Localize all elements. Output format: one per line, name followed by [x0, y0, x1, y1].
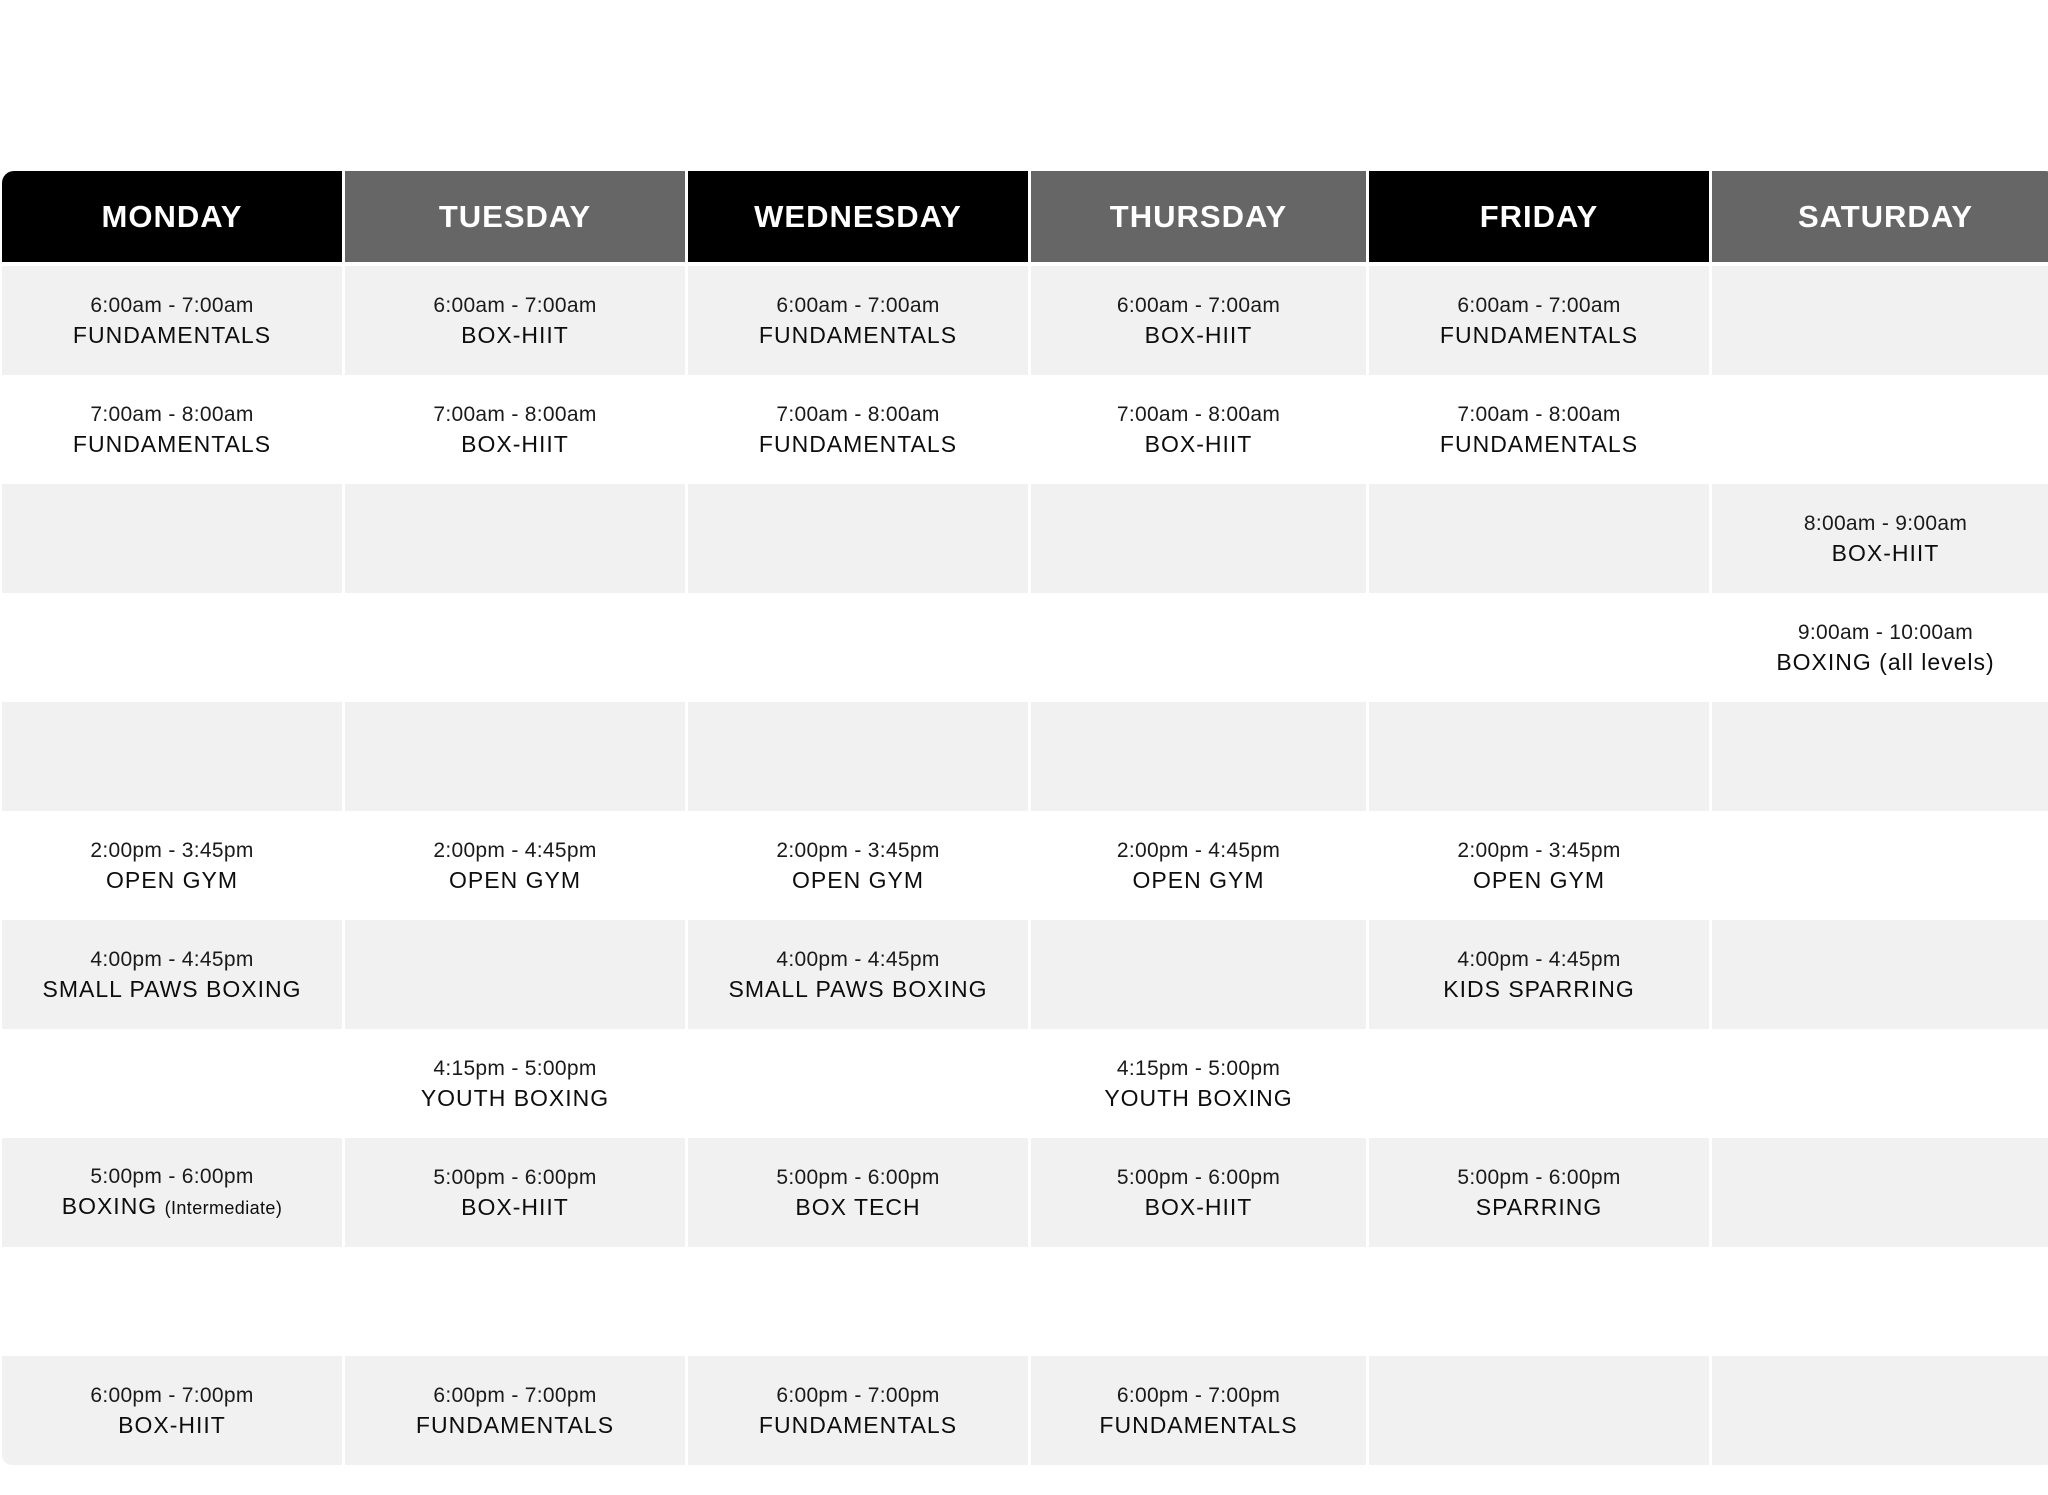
empty-slot	[1369, 484, 1709, 593]
class-name: OPEN GYM	[1132, 866, 1265, 893]
class-time: 5:00pm - 6:00pm	[1116, 1165, 1281, 1189]
class-name: FUNDAMENTALS	[72, 430, 272, 457]
class-name: OPEN GYM	[449, 866, 581, 893]
class-name-line	[1476, 1192, 1602, 1222]
class-name-line	[1145, 1192, 1253, 1222]
class-name: BOX-HIIT	[1831, 539, 1940, 566]
empty-slot	[2, 593, 342, 702]
class-slot	[688, 1356, 1028, 1465]
empty-slot	[1712, 1138, 2048, 1247]
class-name: SMALL PAWS BOXING	[728, 975, 988, 1002]
day-header-saturday: SATURDAY	[1712, 171, 2048, 266]
class-name: SMALL PAWS BOXING	[42, 975, 302, 1002]
class-time: 6:00am - 7:00am	[433, 293, 597, 317]
class-time: 7:00am - 8:00am	[433, 402, 597, 426]
empty-slot	[688, 484, 1028, 593]
empty-slot	[1712, 1029, 2048, 1138]
class-name-line	[416, 1410, 614, 1440]
empty-slot	[345, 484, 685, 593]
class-name: FUNDAMENTALS	[758, 321, 958, 348]
empty-slot	[1031, 1247, 1366, 1356]
class-name: FUNDAMENTALS	[758, 1411, 958, 1438]
class-time: 4:00pm - 4:45pm	[776, 947, 940, 971]
empty-slot	[1369, 1247, 1709, 1356]
class-name: FUNDAMENTALS	[1099, 1411, 1298, 1438]
empty-slot	[1712, 920, 2048, 1029]
class-slot	[2, 375, 342, 484]
class-time: 7:00am - 8:00am	[1116, 402, 1281, 426]
class-name-line	[1443, 974, 1635, 1004]
empty-slot	[1369, 1356, 1709, 1465]
empty-slot	[1031, 702, 1366, 811]
class-level-note: (Intermediate)	[164, 1197, 283, 1218]
class-name-line	[43, 974, 302, 1004]
class-name: BOX-HIIT	[461, 430, 569, 457]
empty-slot	[688, 593, 1028, 702]
empty-slot	[1712, 375, 2048, 484]
class-time: 6:00pm - 7:00pm	[433, 1383, 597, 1407]
class-name: FUNDAMENTALS	[1439, 430, 1639, 457]
class-name-line	[1133, 865, 1265, 895]
empty-slot	[1712, 702, 2048, 811]
empty-slot	[2, 1247, 342, 1356]
class-name-line	[461, 429, 569, 459]
day-header-thursday: THURSDAY	[1031, 171, 1366, 266]
class-time: 7:00am - 8:00am	[776, 402, 940, 426]
class-time: 2:00pm - 4:45pm	[433, 838, 597, 862]
class-slot	[1031, 266, 1366, 375]
class-name-line	[1104, 1083, 1292, 1113]
class-time: 2:00pm - 4:45pm	[1116, 838, 1281, 862]
class-name-line	[795, 1192, 920, 1222]
class-name-line	[118, 1410, 226, 1440]
class-slot	[1031, 1138, 1366, 1247]
class-slot	[688, 266, 1028, 375]
class-time: 5:00pm - 6:00pm	[1457, 1165, 1621, 1189]
class-name-line	[759, 1410, 957, 1440]
class-name-line	[1440, 320, 1638, 350]
empty-slot	[1031, 593, 1366, 702]
class-time: 7:00am - 8:00am	[1457, 402, 1621, 426]
class-time: 4:00pm - 4:45pm	[90, 947, 254, 971]
empty-slot	[345, 702, 685, 811]
empty-slot	[1031, 920, 1366, 1029]
class-name-line	[62, 1191, 283, 1223]
class-slot	[2, 920, 342, 1029]
class-name-line	[1473, 865, 1605, 895]
class-slot	[1712, 593, 2048, 702]
class-time: 6:00pm - 7:00pm	[776, 1383, 940, 1407]
class-time: 5:00pm - 6:00pm	[90, 1164, 254, 1188]
class-time: 6:00am - 7:00am	[1116, 293, 1281, 317]
class-time: 6:00am - 7:00am	[1457, 293, 1621, 317]
class-name-line	[759, 429, 957, 459]
class-time: 8:00am - 9:00am	[1803, 511, 1968, 535]
class-time: 6:00am - 7:00am	[776, 293, 940, 317]
class-slot	[688, 811, 1028, 920]
class-slot	[1031, 811, 1366, 920]
class-time: 7:00am - 8:00am	[90, 402, 254, 426]
class-slot	[1369, 920, 1709, 1029]
empty-slot	[688, 1029, 1028, 1138]
class-name-line	[461, 320, 569, 350]
class-name-line	[1440, 429, 1638, 459]
class-name: FUNDAMENTALS	[415, 1411, 615, 1438]
empty-slot	[2, 702, 342, 811]
class-time: 2:00pm - 3:45pm	[776, 838, 940, 862]
class-slot	[2, 266, 342, 375]
class-name-line	[421, 1083, 609, 1113]
class-slot	[345, 1356, 685, 1465]
class-slot	[2, 811, 342, 920]
empty-slot	[688, 702, 1028, 811]
empty-slot	[1369, 702, 1709, 811]
class-name-line	[1145, 320, 1253, 350]
empty-slot	[345, 920, 685, 1029]
class-name: BOX-HIIT	[461, 321, 569, 348]
class-time: 2:00pm - 3:45pm	[90, 838, 254, 862]
class-slot	[345, 1138, 685, 1247]
class-name-line	[1832, 538, 1940, 568]
day-header-friday: FRIDAY	[1369, 171, 1709, 266]
class-name: OPEN GYM	[792, 866, 924, 893]
class-slot	[688, 375, 1028, 484]
class-time: 6:00pm - 7:00pm	[1116, 1383, 1281, 1407]
class-time: 4:00pm - 4:45pm	[1457, 947, 1621, 971]
class-name: FUNDAMENTALS	[72, 321, 272, 348]
empty-slot	[2, 1029, 342, 1138]
class-time: 5:00pm - 6:00pm	[776, 1165, 940, 1189]
empty-slot	[2, 484, 342, 593]
empty-slot	[1369, 1029, 1709, 1138]
class-slot	[688, 1138, 1028, 1247]
class-slot	[1369, 266, 1709, 375]
empty-slot	[1712, 811, 2048, 920]
weekly-schedule	[2, 171, 2044, 1465]
empty-slot	[1369, 593, 1709, 702]
day-header-tuesday: TUESDAY	[345, 171, 685, 266]
class-name: KIDS SPARRING	[1443, 975, 1635, 1002]
class-name: BOX-HIIT	[1144, 1193, 1253, 1220]
class-name: BOX TECH	[795, 1193, 921, 1220]
class-name-line	[106, 865, 238, 895]
class-time: 9:00am - 10:00am	[1797, 620, 1974, 644]
class-time: 6:00pm - 7:00pm	[90, 1383, 254, 1407]
empty-slot	[1712, 266, 2048, 375]
class-time: 4:15pm - 5:00pm	[433, 1056, 597, 1080]
class-name: YOUTH BOXING	[420, 1084, 610, 1111]
class-name-line	[1099, 1410, 1297, 1440]
class-name-line	[461, 1192, 569, 1222]
empty-slot	[1712, 1356, 2048, 1465]
class-slot	[1031, 1029, 1366, 1138]
class-name: BOX-HIIT	[1144, 321, 1253, 348]
class-slot	[345, 266, 685, 375]
class-name-line	[729, 974, 988, 1004]
class-name-line	[759, 320, 957, 350]
class-slot	[345, 1029, 685, 1138]
empty-slot	[1712, 1247, 2048, 1356]
class-name-line	[73, 320, 271, 350]
class-slot	[1031, 1356, 1366, 1465]
class-name: BOX-HIIT	[1144, 430, 1253, 457]
empty-slot	[688, 1247, 1028, 1356]
day-header-wednesday: WEDNESDAY	[688, 171, 1028, 266]
empty-slot	[1031, 484, 1366, 593]
class-slot	[688, 920, 1028, 1029]
class-name: BOX-HIIT	[118, 1411, 226, 1438]
class-slot	[1369, 1138, 1709, 1247]
class-slot	[1712, 484, 2048, 593]
class-name-line	[449, 865, 581, 895]
class-name: FUNDAMENTALS	[1439, 321, 1639, 348]
class-slot	[345, 375, 685, 484]
class-slot	[345, 811, 685, 920]
empty-slot	[345, 1247, 685, 1356]
class-name: OPEN GYM	[106, 866, 238, 893]
class-time: 4:15pm - 5:00pm	[1116, 1056, 1281, 1080]
class-name-line	[1776, 647, 1994, 677]
class-name: YOUTH BOXING	[1104, 1084, 1293, 1111]
class-name: BOXING (all levels)	[1776, 648, 1995, 675]
class-name: FUNDAMENTALS	[758, 430, 958, 457]
class-slot	[1369, 375, 1709, 484]
class-name: SPARRING	[1475, 1193, 1603, 1220]
class-name-line	[73, 429, 271, 459]
class-time: 2:00pm - 3:45pm	[1457, 838, 1621, 862]
day-header-monday: MONDAY	[2, 171, 342, 266]
class-name: BOXING	[61, 1192, 158, 1219]
class-slot	[2, 1356, 342, 1465]
class-name-line	[1145, 429, 1253, 459]
class-slot	[1369, 811, 1709, 920]
class-time: 5:00pm - 6:00pm	[433, 1165, 597, 1189]
class-slot	[2, 1138, 342, 1247]
class-time: 6:00am - 7:00am	[90, 293, 254, 317]
class-name-line	[792, 865, 924, 895]
class-slot	[1031, 375, 1366, 484]
empty-slot	[345, 593, 685, 702]
class-name: BOX-HIIT	[461, 1193, 569, 1220]
class-name: OPEN GYM	[1473, 866, 1605, 893]
